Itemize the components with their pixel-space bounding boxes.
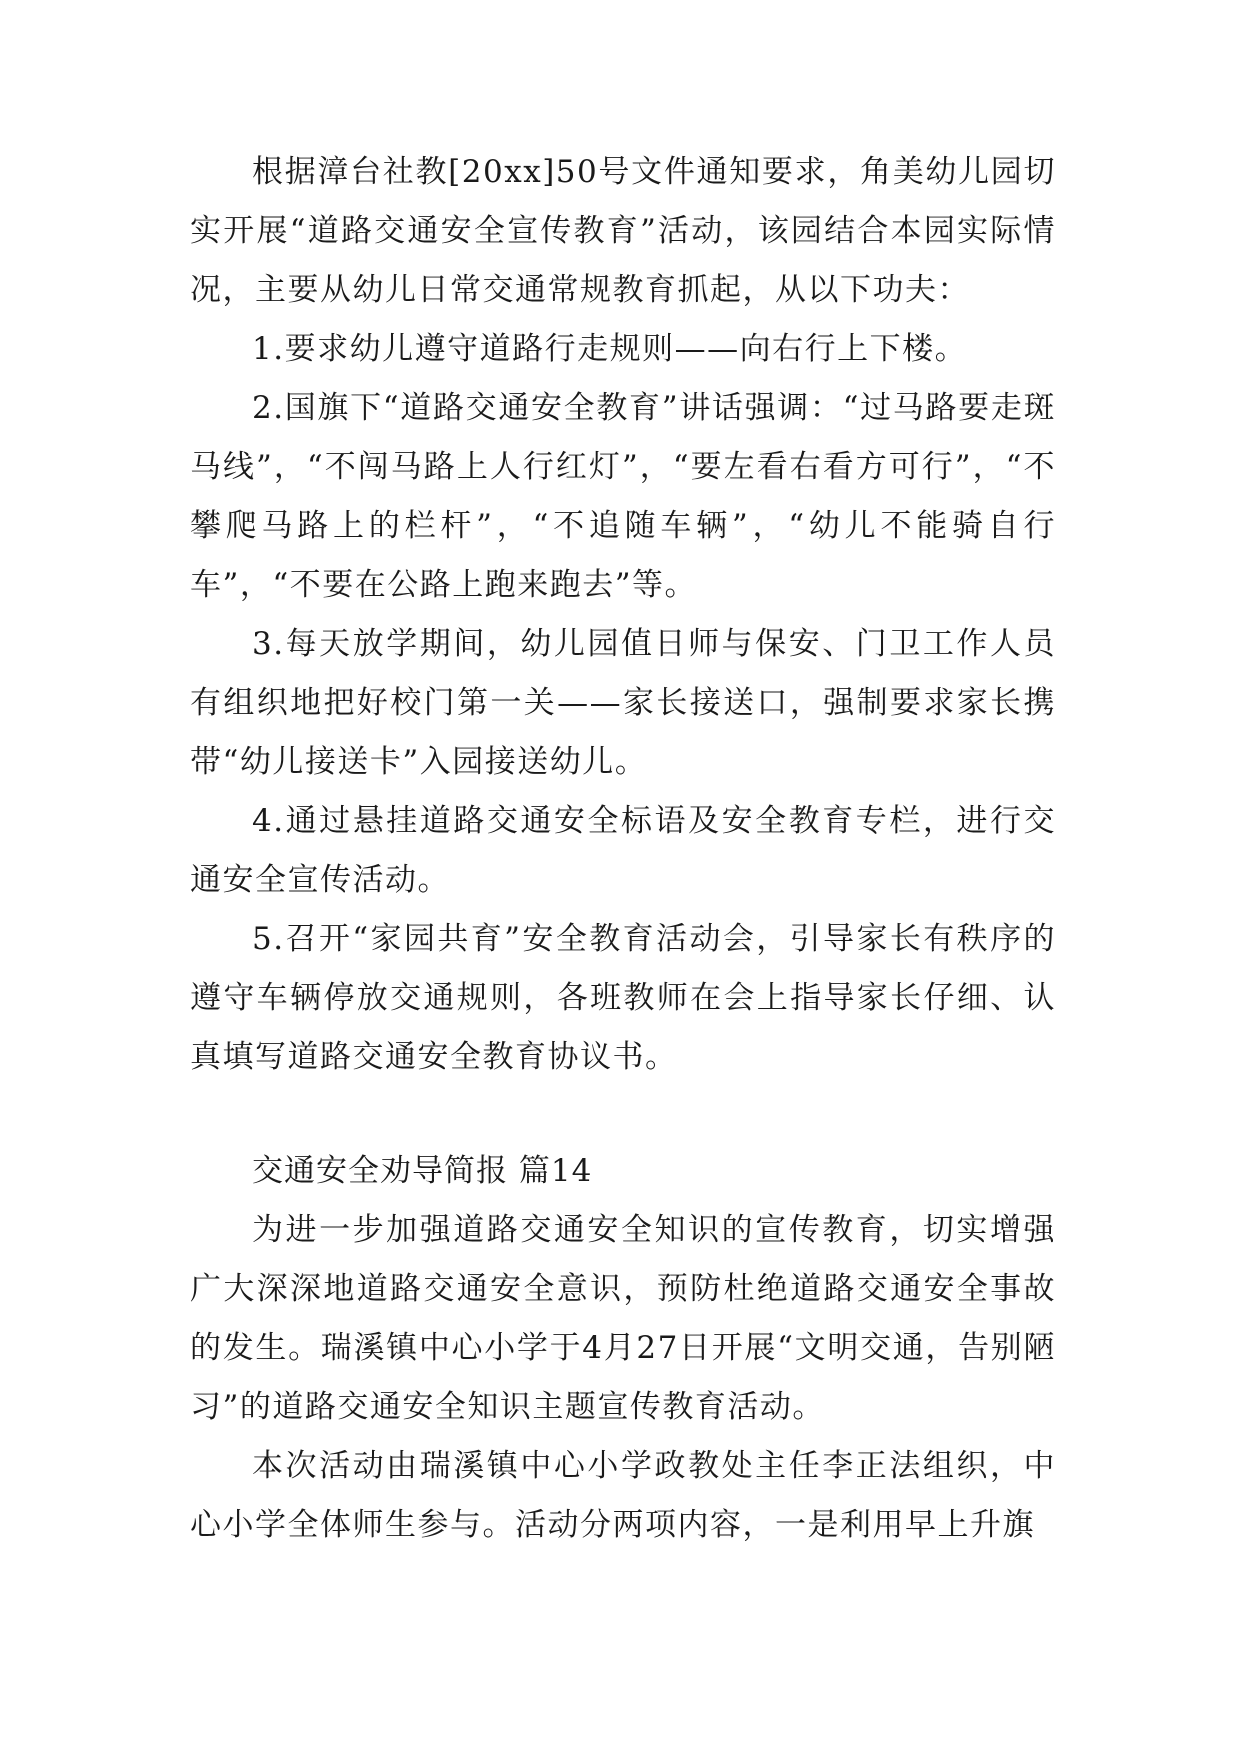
paragraph-item-3: 3.每天放学期间，幼儿园值日师与保安、门卫工作人员有组织地把好校门第一关——家长接送口，强制要求家长携带“幼儿接送卡”入园接送幼儿。: [190, 626, 1056, 780]
paragraph-section14-intro: 为进一步加强道路交通安全知识的宣传教育，切实增强广大深深地道路交通安全意识，预防杜绝道路交通安全事故的发生。瑞溪镇中心小学于4月27日开展“文明交通，告别陋习”的道路交通安全知识主题宣传教育活动。: [190, 1212, 1056, 1425]
paragraph-section14-activity: 本次活动由瑞溪镇中心小学政教处主任李正法组织，中心小学全体师生参与。活动分两项内容，一是利用早上升旗: [190, 1448, 1056, 1543]
paragraph-item-4: 4.通过悬挂道路交通安全标语及安全教育专栏，进行交通安全宣传活动。: [190, 803, 1056, 898]
paragraph-item-2: 2.国旗下“道路交通安全教育”讲话强调：“过马路要走斑马线”，“不闯马路上人行红灯”，“要左看右看方可行”，“不攀爬马路上的栏杆”，“不追随车辆”，“幼儿不能骑自行车”，“不要在公路上跑来跑去”等。: [190, 390, 1056, 603]
paragraph-item-1: 1.要求幼儿遵守道路行走规则——向右行上下楼。: [252, 331, 968, 367]
paragraph-intro: 根据漳台社教[20xx]50号文件通知要求，角美幼儿园切实开展“道路交通安全宣传教育”活动，该园结合本园实际情况，主要从幼儿日常交通常规教育抓起，从以下功夫：: [190, 154, 1056, 308]
paragraph-item-5: 5.召开“家园共育”安全教育活动会，引导家长有秩序的遵守车辆停放交通规则，各班教师在会上指导家长仔细、认真填写道路交通安全教育协议书。: [190, 921, 1056, 1075]
document-body: [190, 143, 1056, 1555]
section-heading: 交通安全劝导简报 篇14: [252, 1153, 593, 1189]
section-spacer: [190, 1087, 1056, 1142]
